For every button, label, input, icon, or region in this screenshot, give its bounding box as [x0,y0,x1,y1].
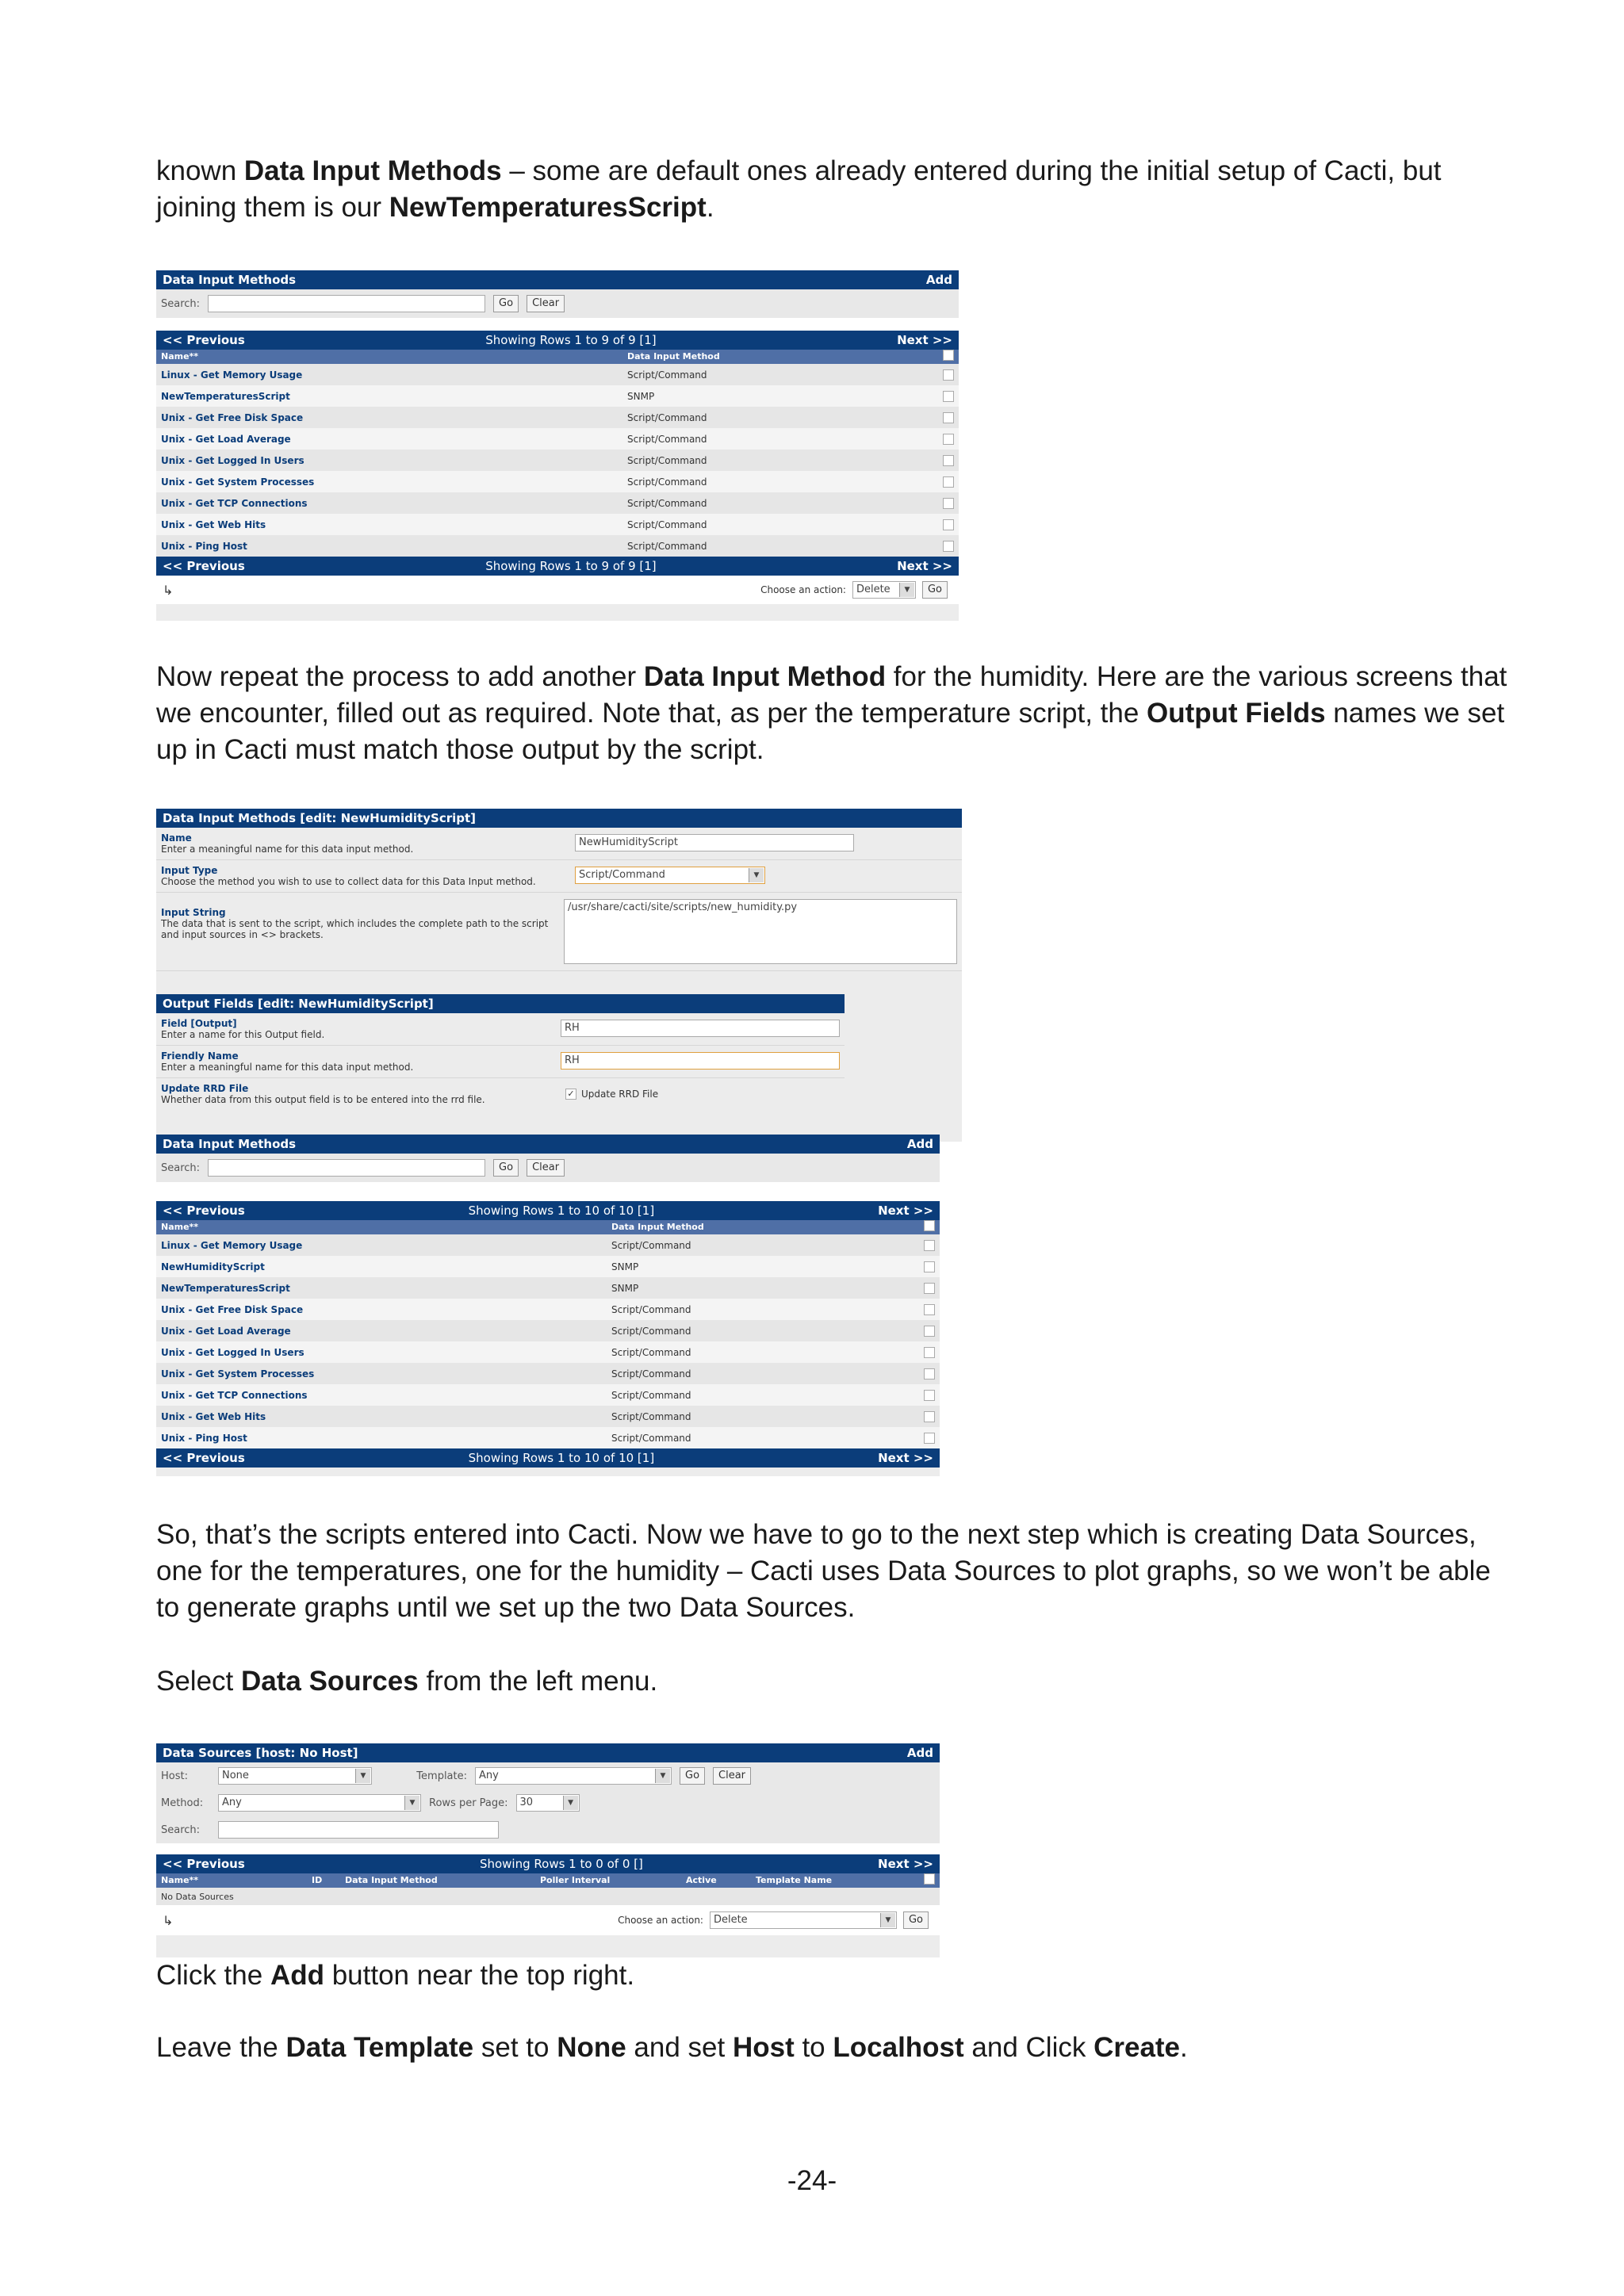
method-type: Script/Command [627,433,707,445]
method-type: Script/Command [611,1389,691,1401]
col-method: Data Input Method [611,1222,704,1232]
row-checkbox[interactable] [943,455,954,466]
method-value: Any [222,1797,242,1808]
method-type: Script/Command [627,454,707,466]
table-row [156,514,959,535]
text: . [706,192,714,223]
text: – some are default ones already entered during the initial setup of Cacti, but joining them is our [156,155,1442,223]
method-type: SNMP [627,390,655,402]
output-fields-title: Output Fields [edit: NewHumidityScript] [163,997,434,1011]
bold-text: NewTemperaturesScript [389,192,707,223]
method-type: Script/Command [611,1368,691,1380]
type-help: Choose the method you wish to use to collect data for this Data Input method. [161,876,536,887]
update-rrd-checkbox[interactable]: ✓ [565,1089,576,1100]
method-type: Script/Command [611,1410,691,1422]
friendly-cell [556,1046,845,1077]
type-desc [156,860,570,892]
host-select[interactable] [218,1767,372,1785]
row-checkbox[interactable] [943,476,954,488]
previous-link[interactable]: << Previous [163,1203,245,1218]
rrd-desc [156,1078,561,1110]
table-row [156,1320,940,1341]
col-data-input-method[interactable]: Data Input Method [345,1875,438,1885]
method-name-link[interactable]: Unix - Get Logged In Users [161,1346,304,1358]
panel-title: Data Input Methods [163,273,297,287]
table-header [156,350,959,364]
pager-top [156,1854,940,1873]
search-row [156,1154,940,1182]
action-go-button[interactable]: Go [922,581,948,599]
host-label: Host: [161,1770,188,1782]
rows-per-page-value: 30 [519,1797,534,1808]
col-poller-interval[interactable]: Poller Interval [540,1875,611,1885]
table-row [156,535,959,557]
text: known [156,155,244,186]
text: Select [156,1666,241,1697]
search-input[interactable] [218,1821,499,1839]
template-select[interactable] [475,1767,672,1785]
table-row [156,492,959,514]
col-name[interactable]: Name** [161,351,199,362]
paragraph-2 [156,659,1519,768]
screenshot-data-input-methods-2 [156,1135,940,1476]
table-row [156,1406,940,1427]
select-all-checkbox[interactable] [924,1873,935,1885]
select-all-checkbox[interactable] [924,1220,935,1231]
row-checkbox[interactable] [924,1347,935,1358]
method-name-link[interactable]: Linux - Get Memory Usage [161,369,303,381]
table-row [156,471,959,492]
method-name-link[interactable]: NewTemperaturesScript [161,1282,290,1294]
search-label: Search: [161,1161,201,1174]
text: and set [626,2032,733,2063]
paragraph-6 [156,2030,1519,2066]
add-link[interactable]: Add [925,273,952,287]
text: So, that’s the scripts entered into Cacti. Now we have to go to the next step which is creating Data Sources, one for the temperatures, one for the humidity – Cacti uses Data Sources to plot graphs, so we won’t be able to generate graphs until we set up the two Data Sources. [156,1519,1491,1623]
method-type: Script/Command [611,1432,691,1444]
chevron-down-icon: ▼ [655,1769,670,1783]
bold-text: None [557,2032,626,2063]
table-row [156,1427,940,1448]
text: to [794,2032,833,2063]
corner-arrow-icon: ↳ [163,1912,174,1928]
table-header [156,1220,940,1234]
bold-text: Create [1094,2032,1181,2063]
name-cell [570,828,962,859]
method-type: Script/Command [627,497,707,509]
bold-text: Data Input Methods [243,155,502,186]
pager-top [156,331,959,350]
field-input[interactable]: RH [561,1020,840,1037]
screenshot-data-input-methods [156,270,959,621]
name-input[interactable]: NewHumidityScript [575,834,854,851]
chevron-down-icon: ▼ [749,868,764,882]
rows-per-page-select[interactable] [516,1794,580,1812]
method-name-link[interactable]: Unix - Get Load Average [161,1325,291,1337]
rows-count: Showing Rows 1 to 10 of 10 [1] [468,1203,655,1218]
friendly-desc [156,1046,556,1077]
text: and Click [963,2032,1094,2063]
pager-top [156,1201,940,1220]
method-name-link[interactable]: Unix - Get Web Hits [161,1410,266,1422]
table-row [156,450,959,471]
field-label: Field [Output] [161,1018,237,1029]
template-label: Template: [416,1770,467,1782]
method-type: Script/Command [611,1346,691,1358]
rows-count: Showing Rows 1 to 10 of 10 [1] [468,1451,655,1465]
table-body [156,1234,940,1448]
row-checkbox[interactable] [943,412,954,423]
next-link[interactable]: Next >> [878,1857,933,1871]
text: from the left menu. [418,1666,658,1697]
panel-header [156,1135,940,1154]
clear-button[interactable]: Clear [713,1767,751,1785]
method-name-link[interactable]: Unix - Get Web Hits [161,519,266,530]
col-active[interactable]: Active [686,1875,717,1885]
form-row-string [156,893,962,971]
friendly-input[interactable]: RH [561,1052,840,1070]
previous-link[interactable]: << Previous [163,1451,245,1465]
method-name-link[interactable]: Unix - Get TCP Connections [161,1389,308,1401]
filter-row-1 [156,1762,940,1789]
row-checkbox[interactable] [924,1283,935,1294]
method-type: Script/Command [627,540,707,552]
text: set to [473,2032,557,2063]
col-name[interactable]: Name** [161,1222,199,1232]
text: Now repeat the process to add another [156,661,644,692]
name-desc [156,828,570,859]
type-value: Script/Command [579,869,665,881]
type-label: Input Type [161,865,218,876]
table-row [156,1277,940,1299]
screenshot-data-sources [156,1743,940,1957]
text: Leave the [156,2032,286,2063]
string-desc [156,893,559,970]
table-row [156,1384,940,1406]
method-type: Script/Command [627,369,707,381]
pager-bottom [156,557,959,576]
previous-link[interactable]: << Previous [163,559,245,573]
method-name-link[interactable]: Unix - Get Load Average [161,433,291,445]
chevron-down-icon: ▼ [355,1769,370,1783]
rows-count: Showing Rows 1 to 0 of 0 [] [479,1857,643,1871]
row-checkbox[interactable] [943,391,954,402]
empty-row [156,1888,940,1905]
table-header [156,1873,940,1888]
method-type: Script/Command [611,1239,691,1251]
table-row [156,1299,940,1320]
edit-header [156,809,962,828]
edit-title: Data Input Methods [edit: NewHumidityScript] [163,811,477,825]
form-row-friendly [156,1046,845,1078]
page-number: -24- [787,2165,837,2196]
method-name-link[interactable]: Unix - Get Free Disk Space [161,411,304,423]
method-type: Script/Command [627,411,707,423]
bold-text: Data Sources [241,1666,419,1697]
method-name-link[interactable]: Unix - Get Free Disk Space [161,1303,304,1315]
panel-title: Data Input Methods [163,1137,297,1151]
rrd-help: Whether data from this output field is to be entered into the rrd file. [161,1094,485,1105]
text: for the humidity. Here are the various screens that we encounter, filled out as required. Note that, as per the temperature script, the [156,661,1507,729]
update-rrd-label: Update RRD File [581,1089,659,1100]
bold-text: Host [732,2032,795,2063]
text: Click the [156,1960,270,1991]
bold-text: Output Fields [1147,698,1326,729]
field-help: Enter a name for this Output field. [161,1029,325,1040]
add-link[interactable]: Add [906,1137,933,1151]
method-name-link[interactable]: Unix - Get System Processes [161,1368,315,1380]
rows-count: Showing Rows 1 to 9 of 9 [1] [485,559,657,573]
method-name-link[interactable]: NewHumidityScript [161,1261,265,1272]
rows-per-page-label: Rows per Page: [429,1797,508,1809]
method-label: Method: [161,1797,204,1809]
rows-count: Showing Rows 1 to 9 of 9 [1] [485,333,657,347]
table-body [156,364,959,557]
method-name-link[interactable]: Unix - Get System Processes [161,476,315,488]
field-cell [556,1013,845,1045]
rrd-cell [561,1078,845,1110]
method-type: Script/Command [627,519,707,530]
template-value: Any [479,1770,499,1781]
string-label: Input String [161,907,226,918]
action-go-button[interactable]: Go [903,1911,929,1929]
table-row [156,1341,940,1363]
row-checkbox[interactable] [943,541,954,552]
rrd-label: Update RRD File [161,1083,249,1094]
col-name[interactable]: Name** [161,1875,199,1885]
next-link[interactable]: Next >> [878,1451,933,1465]
table-row [156,385,959,407]
table-row [156,1256,940,1277]
form-row-rrd [156,1078,845,1110]
row-checkbox[interactable] [924,1368,935,1380]
search-input[interactable] [208,295,485,312]
form-row-type [156,860,962,893]
method-type: Script/Command [627,476,707,488]
row-checkbox[interactable] [924,1433,935,1444]
output-fields-header [156,994,845,1013]
table-row [156,407,959,428]
method-select[interactable] [218,1794,421,1812]
row-checkbox[interactable] [924,1240,935,1251]
col-template-name[interactable]: Template Name [756,1875,833,1885]
col-id[interactable]: ID [312,1875,323,1885]
form-row-name [156,828,962,860]
bold-text: Data Input Method [643,661,887,692]
method-name-link[interactable]: Unix - Get Logged In Users [161,454,304,466]
field-desc [156,1013,556,1045]
table-row [156,364,959,385]
chevron-down-icon: ▼ [880,1913,895,1927]
method-type: Script/Command [611,1303,691,1315]
text: . [1180,2032,1188,2063]
clear-button[interactable]: Clear [527,295,565,312]
method-type: SNMP [611,1261,639,1272]
method-name-link[interactable]: Unix - Get TCP Connections [161,497,308,509]
panel-header [156,1743,940,1762]
row-checkbox[interactable] [924,1261,935,1272]
friendly-help: Enter a meaningful name for this data input method. [161,1062,414,1073]
action-bar [156,1905,940,1935]
paragraph-3 [156,1517,1519,1626]
chevron-down-icon: ▼ [563,1796,578,1810]
name-help: Enter a meaningful name for this data input method. [161,844,414,855]
panel-header [156,270,959,289]
filter-row-2 [156,1789,940,1816]
bold-text: Add [270,1960,324,1991]
action-label: Choose an action: [618,1915,703,1926]
corner-arrow-icon: ↳ [163,582,174,598]
go-button[interactable]: Go [493,295,519,312]
bold-text: Data Template [285,2032,474,2063]
chevron-down-icon: ▼ [404,1796,419,1810]
row-checkbox[interactable] [943,369,954,381]
friendly-label: Friendly Name [161,1050,239,1062]
name-label: Name [161,832,192,844]
row-checkbox[interactable] [943,434,954,445]
previous-link[interactable]: << Previous [163,333,245,347]
next-link[interactable]: Next >> [897,333,952,347]
chevron-down-icon: ▼ [899,583,914,597]
search-label: Search: [161,297,201,310]
text: names we set up in Cacti must match those output by the script. [156,698,1505,765]
go-button[interactable]: Go [493,1159,519,1177]
action-label: Choose an action: [760,584,846,595]
method-type: SNMP [611,1282,639,1294]
action-select[interactable] [852,581,916,599]
action-value: Delete [856,584,891,595]
string-help: The data that is sent to the script, which includes the complete path to the script and input sources in <> brackets. [161,918,549,940]
go-button[interactable]: Go [680,1767,705,1785]
string-cell [559,893,962,970]
search-row [156,289,959,318]
bold-text: Localhost [833,2032,964,2063]
table-row [156,1363,940,1384]
row-checkbox[interactable] [924,1304,935,1315]
col-method: Data Input Method [627,351,720,362]
search-label: Search: [161,1823,201,1836]
table-row [156,1234,940,1256]
type-select[interactable] [575,867,765,884]
next-link[interactable]: Next >> [897,559,952,573]
text: button near the top right. [324,1960,635,1991]
method-name-link[interactable]: Unix - Ping Host [161,1432,247,1444]
method-name-link[interactable]: Unix - Ping Host [161,540,247,552]
action-select[interactable] [710,1911,897,1929]
method-name-link[interactable]: Linux - Get Memory Usage [161,1239,303,1251]
previous-link[interactable]: << Previous [163,1857,245,1871]
row-checkbox[interactable] [924,1411,935,1422]
table-row [156,428,959,450]
action-bar [156,576,959,604]
pager-bottom [156,1448,940,1468]
screenshot-output-fields [156,994,845,1121]
row-checkbox[interactable] [924,1390,935,1401]
next-link[interactable]: Next >> [878,1203,933,1218]
select-all-checkbox[interactable] [943,350,954,361]
search-input[interactable] [208,1159,485,1177]
filter-row-3 [156,1816,940,1843]
row-checkbox[interactable] [924,1326,935,1337]
type-cell [570,860,962,892]
action-value: Delete [713,1914,748,1926]
clear-button[interactable]: Clear [527,1159,565,1177]
paragraph-4 [156,1663,1519,1700]
method-name-link[interactable]: NewTemperaturesScript [161,390,290,402]
add-link[interactable]: Add [906,1746,933,1760]
paragraph-1 [156,153,1519,226]
panel-title: Data Sources [host: No Host] [163,1746,358,1760]
paragraph-5 [156,1957,1519,1994]
host-value: None [222,1770,249,1781]
row-checkbox[interactable] [943,498,954,509]
form-row-field [156,1013,845,1046]
method-type: Script/Command [611,1325,691,1337]
input-string-textarea[interactable]: /usr/share/cacti/site/scripts/new_humidity.py [564,899,957,964]
row-checkbox[interactable] [943,519,954,530]
empty-message: No Data Sources [161,1891,234,1902]
